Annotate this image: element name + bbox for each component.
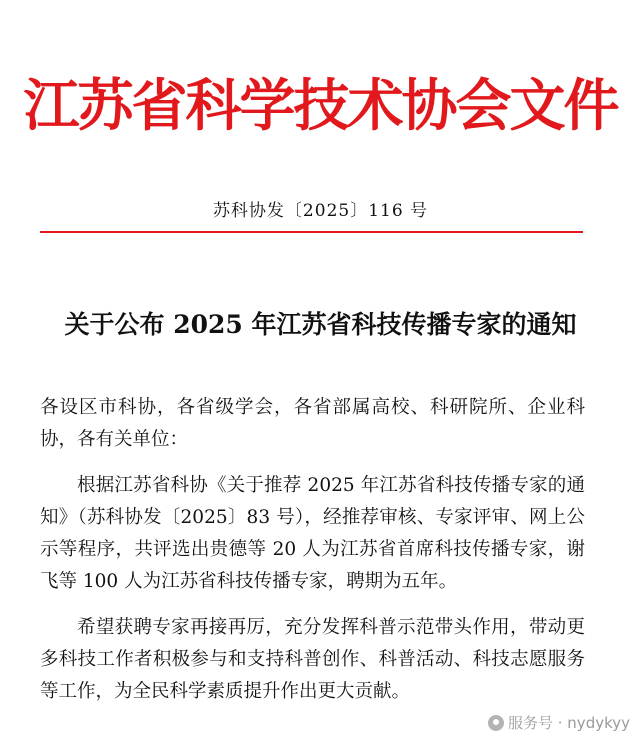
notice-body: [40, 392, 585, 708]
red-divider-line: [40, 231, 583, 233]
wechat-service-icon: [488, 715, 504, 731]
body-paragraph: 希望获聘专家再接再厉，充分发挥科普示范带头作用，带动更多科技工作者积极参与和支持科普创作、科普活动、科技志愿服务等工作，为全民科学素质提升作出更大贡献。: [40, 617, 585, 702]
notice-title: 关于公布 2025 年江苏省科技传播专家的通知: [64, 310, 577, 339]
salutation: 各设区市科协，各省级学会，各省部属高校、科研院所、企业科协，各有关单位：: [40, 397, 585, 450]
issuer-header: 江苏省科学技术协会文件: [23, 74, 618, 139]
document-number: 苏科协发〔2025〕116 号: [212, 201, 429, 221]
watermark-text: 服务号 · nydykyy: [508, 714, 630, 732]
watermark: [488, 712, 630, 734]
body-paragraph: 根据江苏省科协《关于推荐 2025 年江苏省科技传播专家的通知》（苏科协发〔2025〕83 号），经推荐审核、专家评审、网上公示等程序，共评选出贵德等 20 人为江苏省首席科技传播专家，谢飞等 100 人为江苏省科技传播专家，聘期为五年。: [40, 475, 585, 592]
